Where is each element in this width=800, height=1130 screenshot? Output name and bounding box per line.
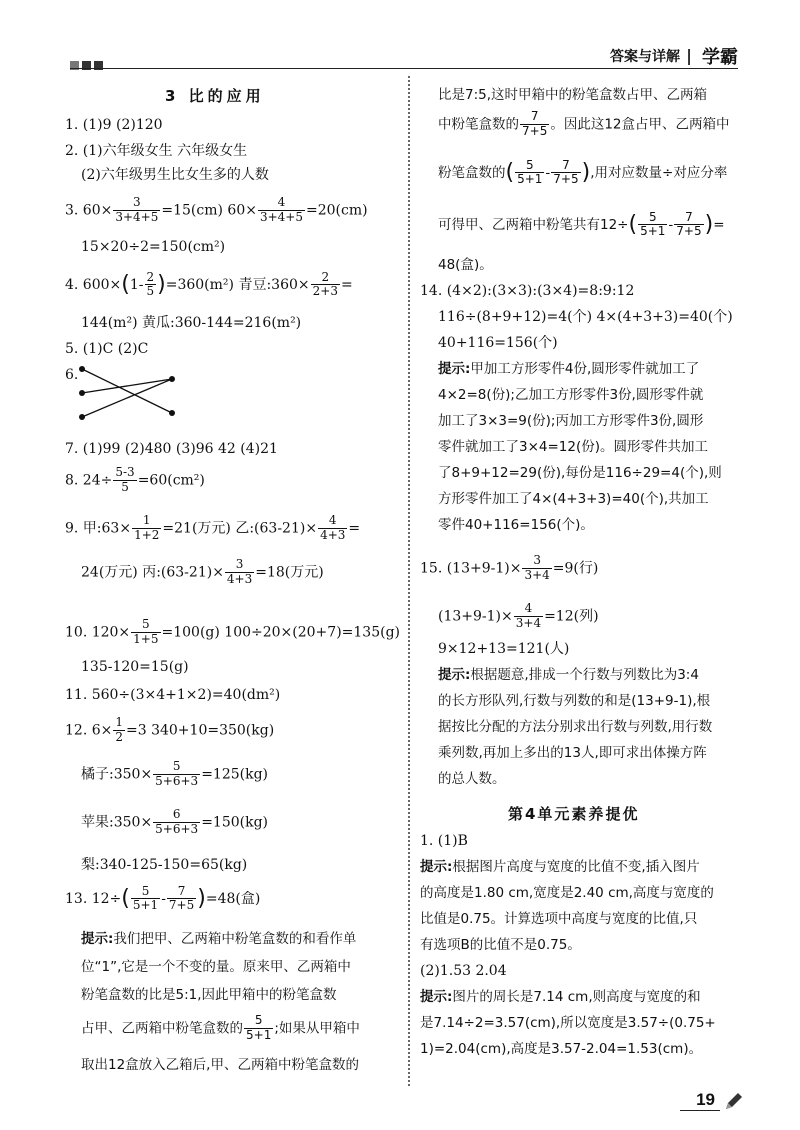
tip-14-line5: 了8+9+12=29(份),每份是116÷29=4(个),则 [438,465,722,481]
unit-tip-1-line1: 提示:根据图片高度与宽度的比值不变,插入图片 [420,859,700,875]
answer-10a: 10. 120× $\frac{5}{1+5}$ =100(g) 100÷20×(20+7)=135(g) [65,617,400,646]
answer-12c: 苹果:350× $\frac{6}{5+6+3}$ =150(kg) [81,807,269,836]
tip-14-line6: 方形零件加工了4×(4+3+3)=40(个),共加工 [438,491,709,507]
header-rule [70,68,738,69]
answer-14a: 14. (4×2):(3×3):(3×4)=8:9:12 [420,283,635,299]
page-number: 19 [696,1090,715,1109]
page-header [0,0,800,74]
column-divider [408,76,410,1086]
unit-title: 第4单元素养提优 [508,805,640,823]
unit-tip-1-line3: 比值是0.75。计算选项中高度与宽度的比值,只 [420,911,698,927]
unit-answer-2: (2)1.53 2.04 [420,963,507,979]
tip-15-line1: 提示:根据题意,排成一个行数与列数比为3:4 [438,667,699,683]
unit-tip-1-line2: 的高度是1.80 cm,宽度是2.40 cm,高度与宽度的 [420,885,714,901]
unit-answer-1: 1. (1)B [420,833,468,849]
matching-lines-diagram [77,363,187,421]
tip-13-line1: 提示:我们把甲、乙两箱中粉笔盒数的和看作单 [81,931,357,947]
tip-13-cont-1: 比是7:5,这时甲箱中的粉笔盒数占甲、乙两箱 [438,87,708,103]
answer-5: 5. (1)C (2)C [65,341,149,357]
answer-15b: (13+9-1)× $\frac{4}{3+4}$ =12(列) [438,601,599,630]
answer-1: 1. (1)9 (2)120 [65,117,163,133]
pencil-icon [723,1090,745,1112]
tip-14-line3: 加工了3×3=9(份);丙加工方形零件3份,圆形 [438,413,704,429]
answer-9b: 24(万元) 丙:(63-21)× $\frac{3}{4+3}$ =18(万元) [81,557,324,586]
tip-15-line2: 的长方形队列,行数与列数的和是(13+9-1),根 [438,693,711,709]
answer-6: 6. [65,367,79,383]
brand-logo: 学霸 [702,47,738,68]
tip-13-line4: 占甲、乙两箱中粉笔盒数的 $\frac{5}{5+1}$ ;如果从甲箱中 [81,1013,360,1042]
answer-3a: 3. 60× $\frac{3}{3+4+5}$ =15(cm) 60× $\frac{4}{3+4+5}$ =20(cm) [65,195,368,224]
header-separator: | [686,46,692,65]
tip-14-line2: 4×2=8(份);乙加工方形零件3份,圆形零件就 [438,387,704,403]
answer-15c: 9×12+13=121(人) [438,641,570,657]
answer-12b: 橘子:350× $\frac{5}{5+6+3}$ =125(kg) [81,759,269,788]
answer-9a: 9. 甲:63× $\frac{1}{1+2}$ =21(万元) 乙:(63-21)× $\frac{4}{4+3}$ = [65,513,361,542]
answer-14b: 116÷(8+9+12)=4(个) 4×(4+3+3)=40(个) [438,309,733,325]
tip-13-cont-2: 中粉笔盒数的 $\frac{7}{7+5}$ 。因此这12盒占甲、乙两箱中 [438,109,730,138]
tip-14-line4: 零件就加工了3×4=12(份)。圆形零件共加工 [438,439,709,455]
answer-14c: 40+116=156(个) [438,335,558,351]
answer-15a: 15. (13+9-1)× $\frac{3}{3+4}$ =9(行) [420,553,599,582]
tip-15-line3: 据按比分配的方法分别求出行数与列数,用行数 [438,719,713,735]
tip-13-cont-4: 可得甲、乙两箱中粉笔共有12÷( $\frac{5}{5+1}$ - $\frac{7}{7+5}$ )= [438,209,725,239]
answer-2b: (2)六年级男生比女生多的人数 [81,167,269,183]
answer-2a: 2. (1)六年级女生 六年级女生 [65,143,248,159]
answer-3b: 15×20÷2=150(cm²) [81,239,226,255]
unit-tip-2-line1: 提示:图片的周长是7.14 cm,则高度与宽度的和 [420,989,701,1005]
tip-15-line4: 乘列数,再加上多出的13人,即可求出体操方阵 [438,745,707,761]
tip-13-cont-3: 粉笔盒数的( $\frac{5}{5+1}$ - $\frac{7}{7+5}$ ),用对应数量÷对应分率 [438,157,728,187]
tip-13-line2: 位“1”,它是一个不变的量。原来甲、乙两箱中 [81,959,351,975]
answer-10b: 135-120=15(g) [81,659,189,675]
unit-tip-1-line4: 有选项B的比值不是0.75。 [420,937,581,953]
header-section: 答案与详解 [610,49,680,65]
answer-12d: 梨:340-125-150=65(kg) [81,857,248,873]
tip-13-line5: 取出12盒放入乙箱后,甲、乙两箱中粉笔盒数的 [81,1057,359,1073]
answer-12a: 12. 6× $\frac{1}{2}$ =3 340+10=350(kg) [65,715,275,744]
answer-13: 13. 12÷( $\frac{5}{5+1}$ - $\frac{7}{7+5}$ )=48(盒) [65,883,261,913]
footer-rule [680,1110,720,1111]
tip-13-cont-5: 48(盒)。 [438,257,493,273]
answer-8: 8. 24÷ $\frac{5-3}{5}$ =60(cm²) [65,465,205,494]
unit-tip-2-line2: 是7.14÷2=3.57(cm),所以宽度是3.57÷(0.75+ [420,1015,716,1031]
header-squares [70,55,106,74]
answer-4b: 144(m²) 黄瓜:360-144=216(m²) [81,315,302,331]
tip-13-line3: 粉笔盒数的比是5:1,因此甲箱中的粉笔盒数 [81,987,337,1003]
tip-15-line5: 的总人数。 [438,771,506,787]
answer-11: 11. 560÷(3×4+1×2)=40(dm²) [65,687,281,703]
unit-tip-2-line3: 1)=2.04(cm),高度是3.57-2.04=1.53(cm)。 [420,1041,703,1057]
answer-4a: 4. 600×(1- $\frac{2}{5}$ )=360(m²) 青豆:360× $\frac{2}{2+3}$ = [65,269,353,299]
tip-14-line7: 零件40+116=156(个)。 [438,517,594,533]
section-title: 3 比的应用 [165,87,265,105]
tip-14-line1: 提示:甲加工方形零件4份,圆形零件就加工了 [438,361,700,377]
answer-7: 7. (1)99 (2)480 (3)96 42 (4)21 [65,441,278,457]
